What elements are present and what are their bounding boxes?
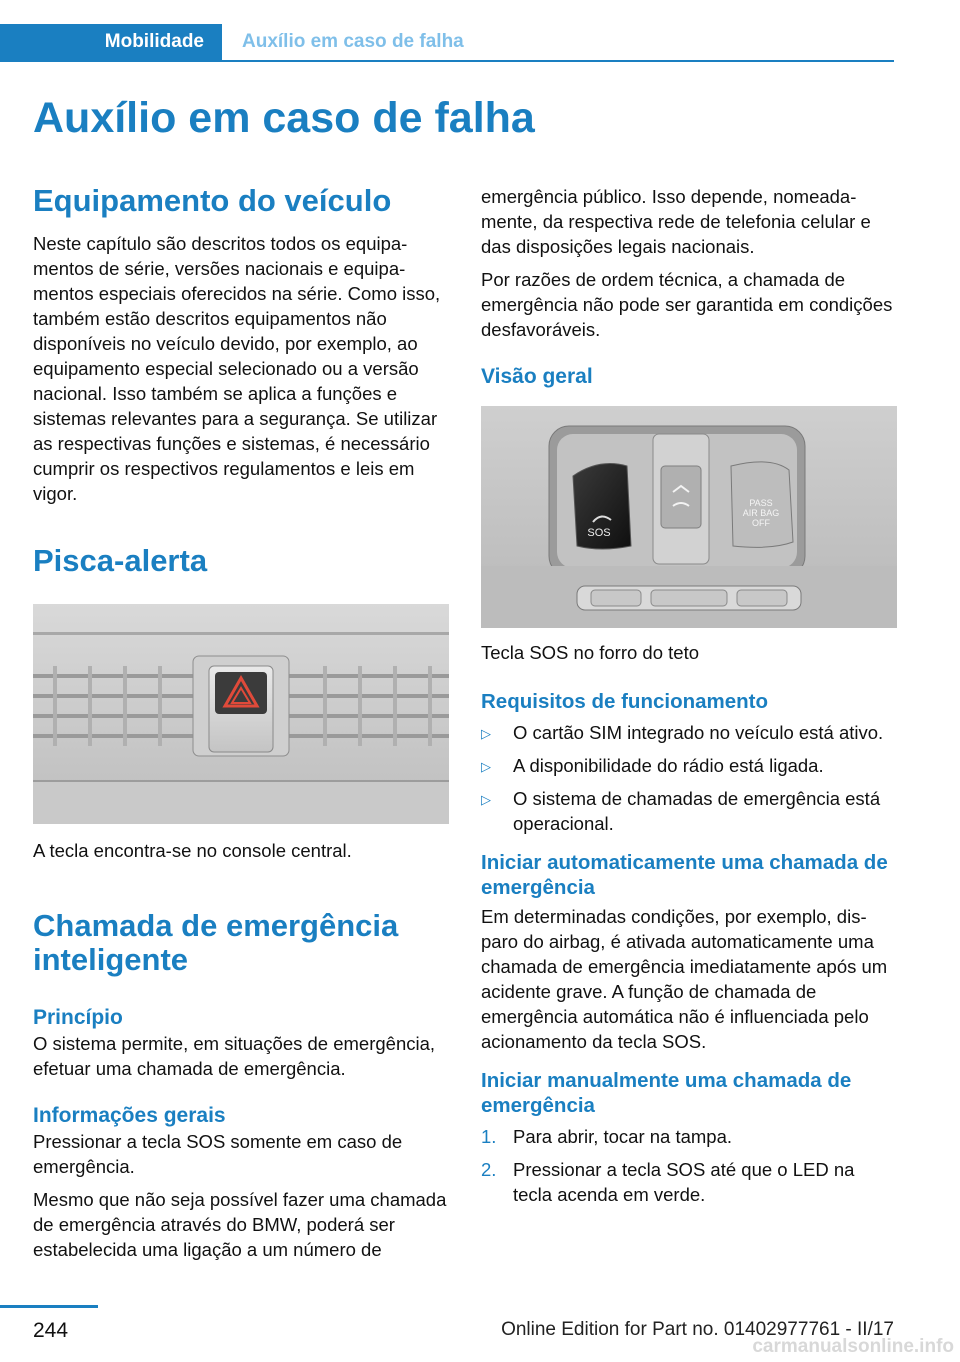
- airbag-label-2: AIR BAG: [742, 508, 780, 518]
- section-tab[interactable]: [0, 24, 222, 62]
- bullet-marker-icon: ▷: [481, 792, 491, 807]
- hazard-caption: A tecla encontra-se no console central.: [33, 840, 352, 861]
- list-item: ▷ A disponibilidade do rádio está ligada.: [481, 753, 897, 778]
- continued-text-1: emergência público. Isso depende, nomeadamente, da respectiva rede de telefonia celular e das disposições legais nacionais.: [481, 186, 871, 257]
- requirements-list: [481, 720, 897, 836]
- equipment-heading: Equipamento do veículo: [33, 183, 392, 218]
- page-number: 244: [33, 1319, 69, 1342]
- equipment-text: Neste capítulo são descritos todos os equipamentos de série, versões nacionais e equipamentos especiais oferecidos na série. Como isso, também estão descritos equipamentos não disponíveis no veículo devido, por exemplo, ao equipamento especial selecionado ou a versão nacional. Isso também se aplica a funções e sistemas relevantes para a segurança. Se utilizar as respectivas funções e sistemas, é necessário cumprir os respectivos regulamentos e leis em vigor.: [33, 233, 441, 504]
- auto-call-text: Em determinadas condições, por exemplo, disparo do airbag, é ativada automaticamente uma chamada de emergência imediatamente após um acidente grave. A função de chamada de emergência automática não é influenciada pelo acionamento da tecla SOS.: [481, 906, 888, 1052]
- list-item: 1. Para abrir, tocar na tampa.: [481, 1126, 733, 1147]
- manual-call-heading: Iniciar manualmente uma chamada de emergência: [481, 1069, 852, 1117]
- sos-button-label[interactable]: SOS: [587, 527, 611, 539]
- list-item: ▷ O sistema de chamadas de emergência está operacional.: [481, 788, 881, 834]
- breadcrumb[interactable]: Auxílio em caso de falha: [242, 31, 464, 52]
- footer-rule: [0, 1305, 98, 1308]
- ecall-heading: Chamada de emergência inteligente: [33, 908, 399, 977]
- hazard-switch-illustration: [33, 604, 449, 824]
- watermark: carmanualsonline.info: [752, 1336, 954, 1357]
- principle-text: O sistema permite, em situações de emergência, efetuar uma chamada de emergência.: [33, 1033, 436, 1079]
- principle-heading: Princípio: [33, 1006, 123, 1029]
- bullet-marker-icon: ▷: [481, 759, 491, 774]
- sos-panel-illustration: [481, 406, 897, 628]
- edition-info: Online Edition for Part no. 01402977761 - II/17: [501, 1319, 894, 1340]
- requirements-heading: Requisitos de funcionamento: [481, 690, 769, 713]
- section-tab-label: Mobilidade: [104, 31, 204, 52]
- airbag-label-1: PASS: [749, 498, 773, 508]
- page-title: Auxílio em caso de falha: [33, 94, 535, 142]
- list-item: 2. Pressionar a tecla SOS até que o LED na tecla acenda em verde.: [481, 1159, 855, 1205]
- overview-heading: Visão geral: [481, 365, 593, 388]
- bullet-marker-icon: ▷: [481, 726, 491, 741]
- sos-caption: Tecla SOS no forro do teto: [481, 642, 700, 663]
- hazard-heading: Pisca-alerta: [33, 543, 208, 578]
- page-header: [0, 0, 960, 62]
- manual-steps-list: [481, 1124, 897, 1207]
- list-item: ▷ O cartão SIM integrado no veículo está ativo.: [481, 720, 897, 745]
- sos-figure: [481, 406, 897, 628]
- left-column: [33, 184, 449, 1270]
- header-rule: [222, 60, 894, 62]
- continued-text-2: Por razões de ordem técnica, a chamada de emergência não pode ser garantida em condições desfavoráveis.: [481, 269, 893, 340]
- right-column: [481, 184, 897, 1215]
- step-number: 2.: [481, 1159, 497, 1180]
- airbag-label-3: OFF: [752, 518, 770, 528]
- general-heading: Informações gerais: [33, 1104, 226, 1127]
- hazard-figure: [33, 604, 449, 824]
- auto-call-heading: Iniciar automaticamente uma chamada de emergência: [481, 851, 888, 899]
- step-number: 1.: [481, 1126, 497, 1147]
- general-text-2: Mesmo que não seja possível fazer uma chamada de emergência através do BMW, poderá ser estabelecida uma ligação a um número de: [33, 1189, 447, 1260]
- general-text-1: Pressionar a tecla SOS somente em caso de emergência.: [33, 1131, 403, 1177]
